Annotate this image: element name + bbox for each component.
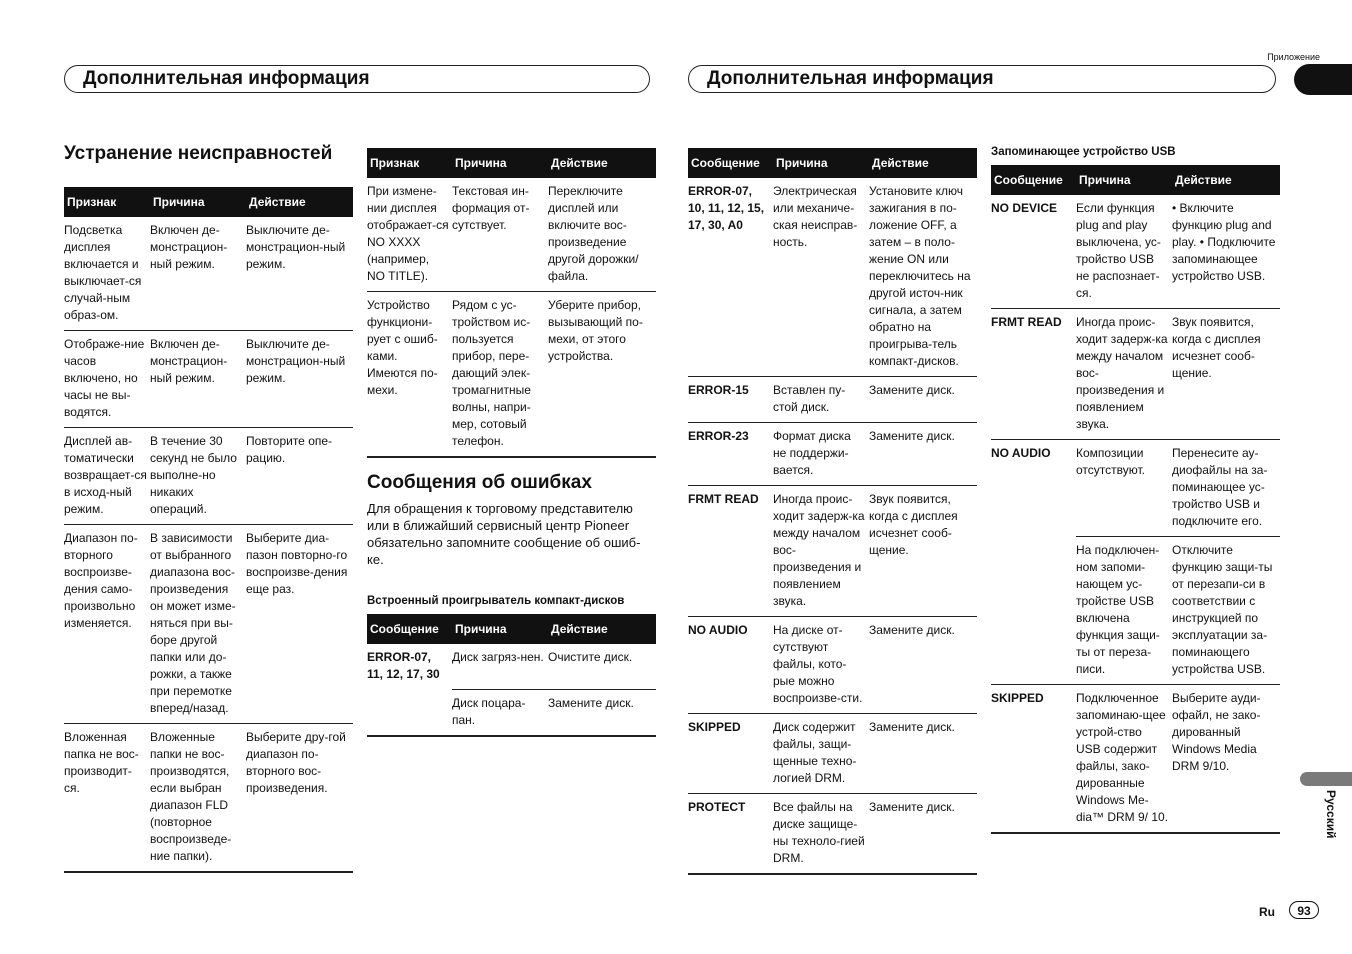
cell-cause: На диске от-сутствуют файлы, кото-рые можно воспроизве-сти. bbox=[773, 617, 869, 714]
language-tab bbox=[1300, 772, 1352, 786]
col-message: Сообщение bbox=[991, 165, 1076, 195]
table-row bbox=[688, 377, 977, 423]
col-action: Действие bbox=[548, 148, 656, 178]
col-cause: Причина bbox=[773, 148, 869, 178]
table-row bbox=[991, 440, 1280, 537]
cell-cause: Вложенные папки не вос-производятся, если выбран диапазон FLD (повторное воспроизведе-ние папки). bbox=[150, 724, 246, 873]
cell-first: SKIPPED bbox=[688, 714, 773, 794]
cell-cause: Иногда проис-ходит задерж-ка между началом вос-произведения и появлением звука. bbox=[773, 486, 869, 617]
cell-cause: Диск загряз-нен. bbox=[452, 644, 548, 689]
cell-cause: Иногда проис-ходит задерж-ка между началом вос-произведения и появлением звука. bbox=[1076, 309, 1172, 440]
cell-action: • Включите функцию plug and play. • Подключите запоминающее устройство USB. bbox=[1172, 195, 1280, 309]
cell-action: Замените диск. bbox=[869, 617, 977, 714]
cell-action: Выберите дру-гой диапазон по-вторного вос-произведения. bbox=[246, 724, 353, 873]
cell-first: ERROR-15 bbox=[688, 377, 773, 423]
col-symptom: Признак bbox=[367, 148, 452, 178]
cell-cause: Диск содержит файлы, защи-щенные техно-логией DRM. bbox=[773, 714, 869, 794]
cell-action: Выключите де-монстрацион-ный режим. bbox=[246, 217, 353, 331]
table-row bbox=[64, 331, 353, 428]
page-number: 93 bbox=[1289, 901, 1319, 919]
section-tab bbox=[1294, 64, 1352, 95]
col-action: Действие bbox=[246, 187, 353, 217]
cell-first: При измене-нии дисплея отображает-ся NO XXXX (например, NO TITLE). bbox=[367, 178, 452, 292]
cell-action: Замените диск. bbox=[548, 689, 656, 736]
table-row bbox=[688, 617, 977, 714]
table-row bbox=[64, 217, 353, 331]
table-row bbox=[367, 178, 656, 292]
cell-cause: Композиции отсутствуют. bbox=[1076, 440, 1172, 537]
error-intro: Для обращения к торговому представителю или в ближайший сервисный центр Pioneer обязательно запомните сообщение об ошиб-ке. bbox=[367, 501, 641, 567]
cd-subhead: Встроенный проигрыватель компакт-дисков bbox=[367, 595, 625, 607]
cell-action: Выберите ауди-офайл, не зако-дированный Windows Media DRM 9/10. bbox=[1172, 685, 1280, 834]
cell-first: SKIPPED bbox=[991, 685, 1076, 834]
usb-error-table bbox=[991, 165, 1280, 834]
col-cause: Причина bbox=[150, 187, 246, 217]
table-row bbox=[64, 428, 353, 525]
cell-cause: Включен де-монстрацион-ный режим. bbox=[150, 331, 246, 428]
cell-first: NO AUDIO bbox=[688, 617, 773, 714]
col-action: Действие bbox=[548, 614, 656, 644]
error-messages-title: Сообщения об ошибках bbox=[367, 472, 592, 493]
cell-cause: В зависимости от выбранного диапазона вос-произведения он может изме-няться при вы-боре другой папки или до-рожки, а также при перемотке вперед/назад. bbox=[150, 525, 246, 724]
cell-first: Устройство функциони-рует с ошиб-ками. Имеются по-мехи. bbox=[367, 292, 452, 458]
cell-cause: Электрическая или механиче-ская неисправ-ность. bbox=[773, 178, 869, 377]
cell-first bbox=[991, 537, 1076, 685]
col-action: Действие bbox=[1172, 165, 1280, 195]
cell-action: Установите ключ зажигания в по-ложение OFF, а затем – в поло-жение ON или переключитесь на другой источ-ник сигнала, а затем обратно на проигрыва-тель компакт-дисков. bbox=[869, 178, 977, 377]
table-row bbox=[688, 486, 977, 617]
language-label: Русский bbox=[1324, 790, 1338, 839]
cell-first: ERROR-07, 10, 11, 12, 15, 17, 30, A0 bbox=[688, 178, 773, 377]
cell-cause: Диск поцара-пан. bbox=[452, 689, 548, 736]
col-symptom: Признак bbox=[64, 187, 150, 217]
cell-action: Звук появится, когда с дисплея исчезнет сооб-щение. bbox=[869, 486, 977, 617]
table-row bbox=[688, 178, 977, 377]
table-row bbox=[991, 195, 1280, 309]
cell-first: FRMT READ bbox=[688, 486, 773, 617]
table-row bbox=[688, 423, 977, 486]
cell-cause: Все файлы на диске защище-ны техноло-гией DRM. bbox=[773, 794, 869, 875]
cell-cause: Формат диска не поддержи-вается. bbox=[773, 423, 869, 486]
troubleshooting-table-mid bbox=[367, 148, 656, 458]
cell-cause: Рядом с ус-тройством ис-пользуется прибор, пере-дающий элек-тромагнитные волны, напри-мер, сотовый телефон. bbox=[452, 292, 548, 458]
table-row bbox=[367, 689, 656, 736]
cell-cause: Текстовая ин-формация от-сутствует. bbox=[452, 178, 548, 292]
col-message: Сообщение bbox=[688, 148, 773, 178]
table-row bbox=[991, 309, 1280, 440]
cell-action: Замените диск. bbox=[869, 714, 977, 794]
cd-error-table-mid bbox=[367, 614, 656, 737]
cell-action: Отключите функцию защи-ты от перезапи-си в соответствии с инструкцией по эксплуатации за-поминающего устройства USB. bbox=[1172, 537, 1280, 685]
table-row bbox=[64, 724, 353, 873]
cell-action: Замените диск. bbox=[869, 794, 977, 875]
cell-cause: На подключен-ном запоми-нающем ус-тройстве USB включена функция защи-ты от переза-писи. bbox=[1076, 537, 1172, 685]
cell-first: ERROR-23 bbox=[688, 423, 773, 486]
table-row bbox=[367, 644, 656, 689]
col-cause: Причина bbox=[452, 614, 548, 644]
cell-cause: Если функция plug and play выключена, ус-тройство USB не распознает-ся. bbox=[1076, 195, 1172, 309]
troubleshooting-table-left bbox=[64, 187, 353, 873]
cell-action: Звук появится, когда с дисплея исчезнет сооб-щение. bbox=[1172, 309, 1280, 440]
cell-action: Перенесите ау-диофайлы на за-поминающее ус-тройство USB и подключите его. bbox=[1172, 440, 1280, 537]
cell-action: Переключите дисплей или включите вос-произведение другой дорожки/ файла. bbox=[548, 178, 656, 292]
header-left-title: Дополнительная информация bbox=[83, 68, 370, 89]
col-cause: Причина bbox=[452, 148, 548, 178]
header-right bbox=[688, 65, 1276, 93]
cell-first: FRMT READ bbox=[991, 309, 1076, 440]
table-row bbox=[688, 714, 977, 794]
cell-first: Дисплей ав-томатически возвращает-ся в исход-ный режим. bbox=[64, 428, 150, 525]
cell-first: PROTECT bbox=[688, 794, 773, 875]
appendix-label: Приложение bbox=[1267, 52, 1320, 62]
table-row bbox=[991, 685, 1280, 834]
cell-action: Выберите диа-пазон повторно-го воспроизве-дения еще раз. bbox=[246, 525, 353, 724]
cell-first: Вложенная папка не вос-производит-ся. bbox=[64, 724, 150, 873]
cell-cause: Включен де-монстрацион-ный режим. bbox=[150, 217, 246, 331]
col-message: Сообщение bbox=[367, 614, 452, 644]
cell-cause: Подключенное запоминаю-щее устрой-ство USB содержит файлы, зако-дированные Windows Me-dia™ DRM 9/ 10. bbox=[1076, 685, 1172, 834]
cell-first: NO DEVICE bbox=[991, 195, 1076, 309]
troubleshooting-title: Устранение неисправностей bbox=[64, 143, 333, 164]
cell-action: Очистите диск. bbox=[548, 644, 656, 689]
col-action: Действие bbox=[869, 148, 977, 178]
cell-first bbox=[367, 689, 452, 736]
header-right-title: Дополнительная информация bbox=[707, 68, 994, 89]
cell-action: Повторите опе-рацию. bbox=[246, 428, 353, 525]
cell-first: ERROR-07, 11, 12, 17, 30 bbox=[367, 650, 440, 681]
table-row bbox=[367, 292, 656, 458]
cell-first: Отображе-ние часов включено, но часы не вы-водятся. bbox=[64, 331, 150, 428]
table-row bbox=[64, 525, 353, 724]
cell-first: NO AUDIO bbox=[991, 446, 1051, 460]
cell-first: Диапазон по-вторного воспроизве-дения само-произвольно изменяется. bbox=[64, 525, 150, 724]
cell-action: Замените диск. bbox=[869, 377, 977, 423]
cell-cause: Вставлен пу-стой диск. bbox=[773, 377, 869, 423]
cell-first: Подсветка дисплея включается и выключает-ся случай-ным образ-ом. bbox=[64, 217, 150, 331]
table-row bbox=[688, 794, 977, 875]
usb-subhead: Запоминающее устройство USB bbox=[991, 146, 1176, 158]
col-cause: Причина bbox=[1076, 165, 1172, 195]
lang-code: Ru bbox=[1259, 905, 1275, 919]
table-row bbox=[991, 537, 1280, 685]
cell-cause: В течение 30 секунд не было выполне-но никаких операций. bbox=[150, 428, 246, 525]
header-left bbox=[64, 65, 650, 93]
cell-action: Замените диск. bbox=[869, 423, 977, 486]
cd-error-table-right bbox=[688, 148, 977, 875]
cell-action: Выключите де-монстрацион-ный режим. bbox=[246, 331, 353, 428]
cell-action: Уберите прибор, вызывающий по-мехи, от этого устройства. bbox=[548, 292, 656, 458]
